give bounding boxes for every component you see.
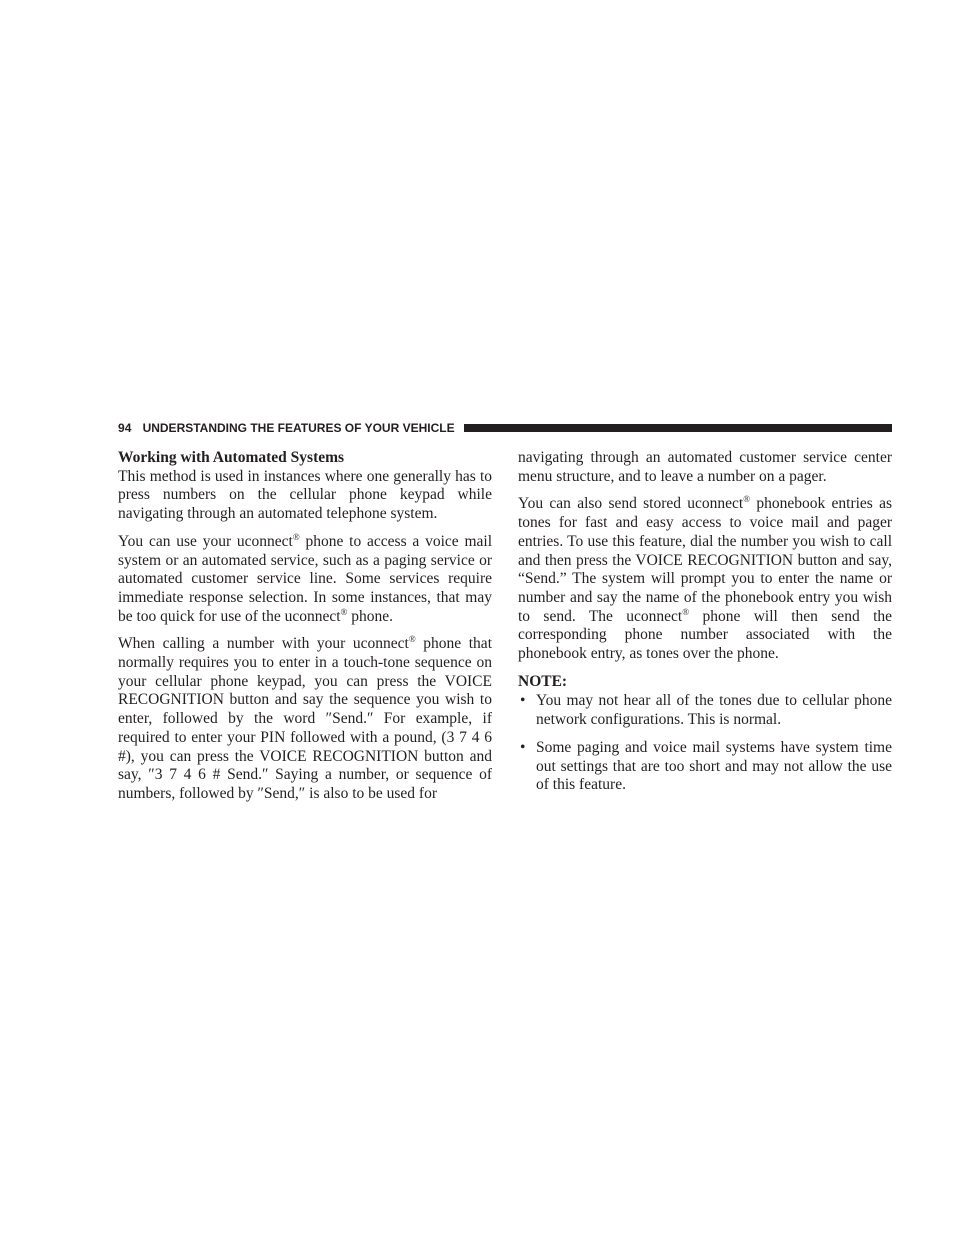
list-item (518, 739, 892, 795)
right-column (518, 449, 892, 804)
text-segment: phone will then send the corresponding phone number associated with the phonebook entry, as tones over the phone. (518, 607, 893, 663)
text-segment: You can use your uconnect (118, 532, 293, 550)
paragraph-uconnect-access (118, 533, 492, 627)
registered-mark: ® (408, 634, 416, 645)
left-column (118, 449, 492, 813)
paragraph-touch-tone (118, 635, 492, 803)
list-item (518, 692, 892, 729)
note-label: NOTE: (518, 672, 568, 690)
text-segment: phone to access a voice mail system or an automated service, such as a paging service or automated customer service line. Some services require immediate response selection. In some instances, that may be too quick for use of the uconnect (118, 532, 492, 625)
header-rule (464, 424, 892, 432)
list-item-text: Some paging and voice mail systems have system time out settings that are too short and may not allow the use of this feature. (536, 738, 892, 794)
page-number: 94 (118, 421, 132, 435)
registered-mark: ® (682, 606, 690, 617)
text-segment: When calling a number with your uconnect (118, 635, 409, 653)
registered-mark: ® (292, 531, 300, 542)
bullet-icon: • (520, 738, 526, 756)
paragraph-continued: navigating through an automated customer service center menu structure, and to leave a number on a pager. (518, 449, 892, 485)
paragraph-intro: This method is used in instances where one generally has to press numbers on the cellular phone keypad while navigating through an automated telephone system. (118, 467, 492, 523)
registered-mark: ® (340, 606, 348, 617)
paragraph-phonebook-tones (518, 495, 892, 663)
section-title: UNDERSTANDING THE FEATURES OF YOUR VEHICLE (142, 421, 455, 435)
text-segment: phone that normally requires you to enter in a touch-tone sequence on your cellular phone keypad, you can press the VOICE RECOGNITION button and say the sequence you wish to enter, followed by the word ″Send.″ For example, if required to enter your PIN followed with a pound, (3 7 4 6 #), you can press the VOICE RECOGNITION button and say, ″3 7 4 6 # Send.″ Saying a number, or sequence of numbers, followed by ″Send,″ is also to be used for (118, 635, 492, 802)
text-segment: phonebook entries as tones for fast and easy access to voice mail and pager entries. To use this feature, dial the number you wish to call and then press the VOICE RECOGNITION button and say, “Send.” The system will prompt you to enter the name or number and say the name of the phonebook entry you wish to send. The uconnect (518, 495, 893, 625)
bullet-icon: • (520, 692, 526, 710)
text-segment: phone. (347, 607, 394, 625)
page-header (118, 419, 892, 437)
text-segment: You can also send stored uconnect (518, 495, 744, 513)
section-heading: Working with Automated Systems (118, 449, 345, 466)
registered-mark: ® (743, 494, 751, 505)
note-list (518, 692, 892, 795)
list-item-text: You may not hear all of the tones due to cellular phone network configurations. This is normal. (536, 692, 892, 729)
